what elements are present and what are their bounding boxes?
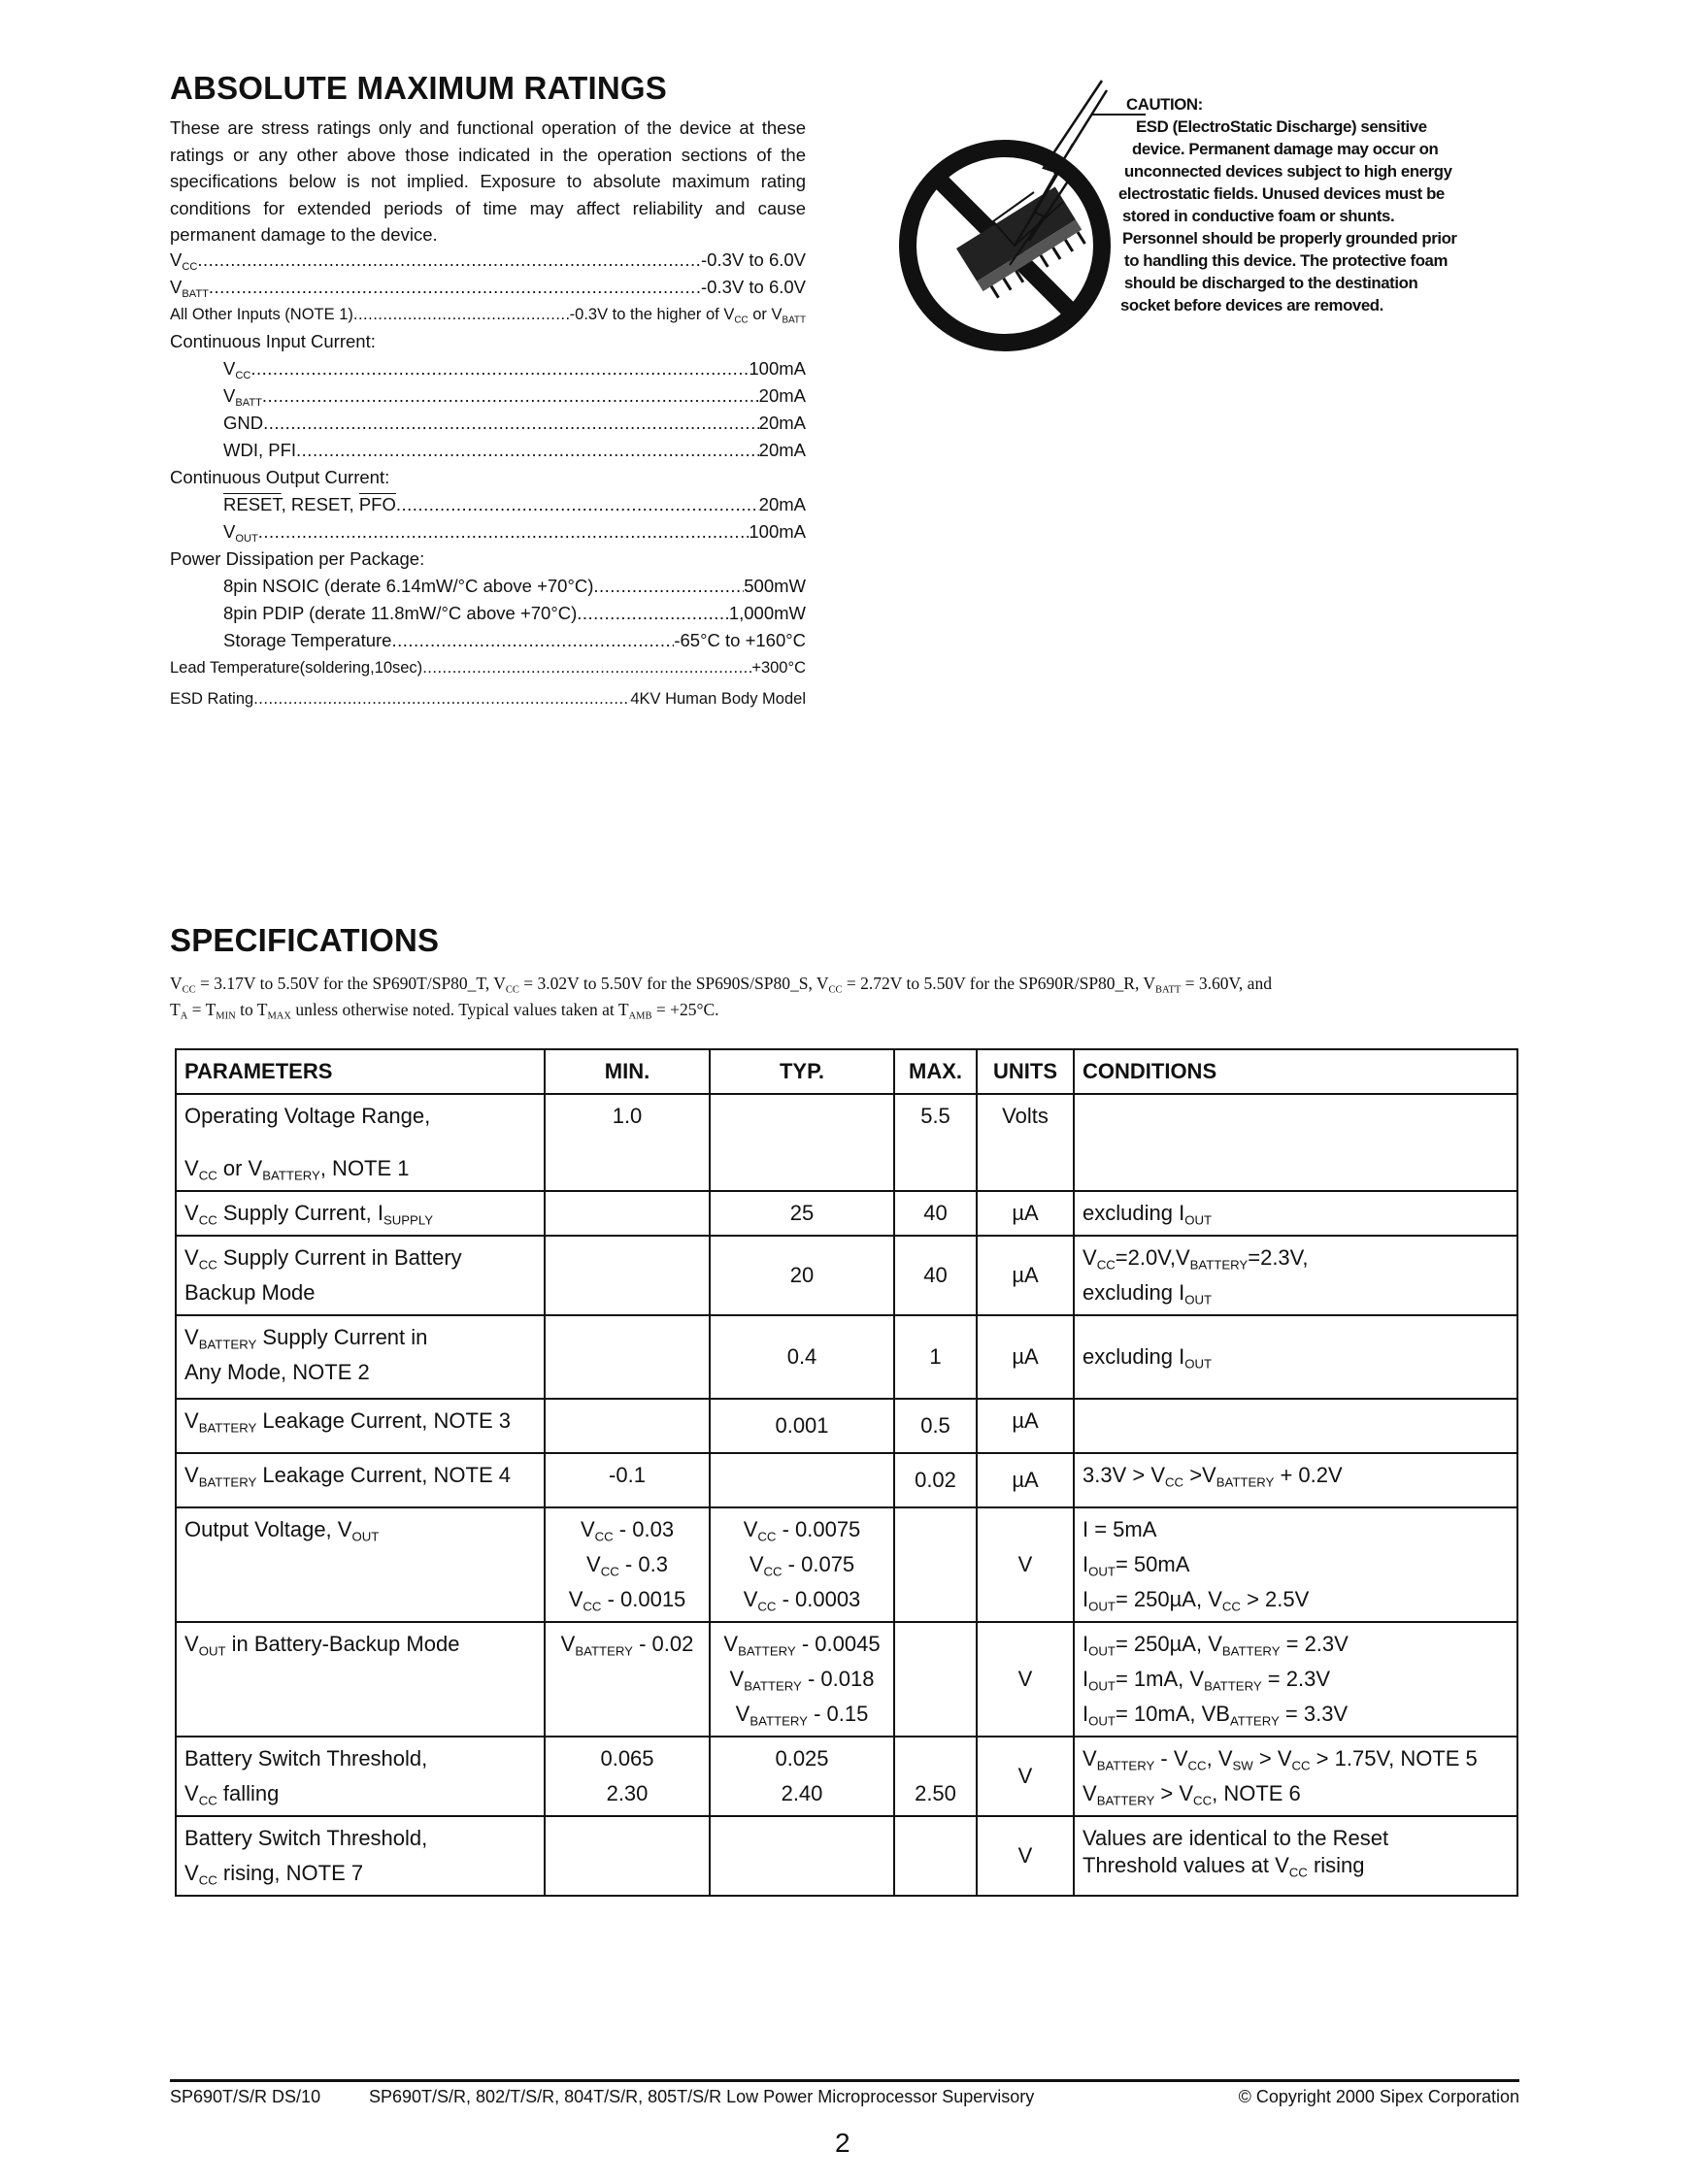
units-cell: µA	[977, 1191, 1074, 1236]
table-row	[176, 1315, 1517, 1399]
table-row	[176, 1191, 1517, 1236]
param-cell: Battery Switch Threshold, $V_{CC}$ falling	[176, 1737, 545, 1816]
table-row	[176, 1399, 1517, 1453]
col-header: PARAMETERS	[176, 1049, 545, 1094]
esd-warning-icon	[898, 76, 1160, 367]
conditions-cell: Values are identical to the Reset Threshold values at $V_{CC}$ rising	[1074, 1816, 1517, 1896]
esd-caution-text	[1118, 93, 1534, 316]
max-cell: 5.5	[894, 1094, 977, 1191]
esd-rating: ESD Rating ..... 4KV Human Body Model	[170, 685, 806, 712]
max-cell	[894, 1507, 977, 1622]
units-cell: µA	[977, 1399, 1074, 1453]
caution-line: to handling this device. The protective foam	[1124, 251, 1448, 270]
col-header: MAX.	[894, 1049, 977, 1094]
output-reset-pfo: RESET, RESET, $\overline{PFO}$ ..... 20mA	[223, 491, 806, 518]
input-vcc: $V_{CC}$ ..... 100mA	[223, 355, 806, 382]
typ-cell	[710, 1453, 894, 1507]
units-cell: µA	[977, 1315, 1074, 1399]
caution-line: socket before devices are removed.	[1120, 296, 1383, 314]
min-cell	[545, 1399, 710, 1453]
specifications-table	[175, 1048, 1518, 1897]
conditions-cell: $3.3V > V_{CC} >V_{BATTERY} + 0.2V$	[1074, 1453, 1517, 1507]
col-header: MIN.	[545, 1049, 710, 1094]
min-cell	[545, 1315, 710, 1399]
units-cell: V	[977, 1507, 1074, 1622]
min-cell	[545, 1236, 710, 1315]
table-row	[176, 1816, 1517, 1896]
caution-line: device. Permanent damage may occur on	[1132, 140, 1439, 158]
typ-cell: 0.025 2.40	[710, 1737, 894, 1816]
page-number: 2	[835, 2128, 850, 2158]
units-cell: V	[977, 1622, 1074, 1737]
amr-title: ABSOLUTE MAXIMUM RATINGS	[170, 70, 667, 106]
min-cell: $V_{CC} - 0.03$ $V_{CC} - 0.3$ $V_{CC} - 0.0015$	[545, 1507, 710, 1622]
spec-conditions: $V_{CC} = 3.17V$ to 5.50V for the SP690T/SP80_T, $V_{CC} = 3.02V$ to 5.50V for the SP690S/SP80_S, $V_{CC} = 2.72V$ to 5.50V for the SP690R/SP80_R, $V_{BATT} = 3.60V$, and $T_A = T_{MIN}$ to $T_{MAX}$ unless otherwise noted. Typical values taken at $T_{AMB} = +25^\circ C$.	[170, 974, 1272, 1022]
rating-all-other-inputs: All Other Inputs (NOTE 1) ..... -0.3V to the higher of $V_{CC}$ or $V_{BATT}$	[170, 301, 806, 328]
param-cell: $V_{CC}$ Supply Current in Battery Backup Mode	[176, 1236, 545, 1315]
max-cell: 2.50	[894, 1737, 977, 1816]
max-cell: 40	[894, 1191, 977, 1236]
units-cell: V	[977, 1816, 1074, 1896]
table-header-row	[176, 1049, 1517, 1094]
table-row	[176, 1507, 1517, 1622]
caution-line: ESD (ElectroStatic Discharge) sensitive	[1136, 117, 1427, 136]
typ-cell: 0.001	[710, 1399, 894, 1453]
typ-cell: $V_{BATTERY} - 0.0045$ $V_{BATTERY} - 0.018$ $V_{BATTERY} - 0.15$	[710, 1622, 894, 1737]
param-cell: $V_{BATTERY}$ Leakage Current, NOTE 4	[176, 1453, 545, 1507]
power-dissipation-label: Power Dissipation per Package:	[170, 548, 425, 569]
table-row	[176, 1622, 1517, 1737]
param-cell: $V_{OUT}$ in Battery-Backup Mode	[176, 1622, 545, 1737]
conditions-cell: $V_{CC}=2.0V,V_{BATTERY}=2.3V$, excluding $I_{OUT}$	[1074, 1236, 1517, 1315]
caution-line: Personnel should be properly grounded prior	[1122, 229, 1457, 248]
min-cell: 0.065 2.30	[545, 1737, 710, 1816]
param-cell: Output Voltage, $V_{OUT}$	[176, 1507, 545, 1622]
spec-title: SPECIFICATIONS	[170, 922, 440, 958]
param-cell: Battery Switch Threshold, $V_{CC}$ rising, NOTE 7	[176, 1816, 545, 1896]
units-cell: µA	[977, 1236, 1074, 1315]
conditions-cell	[1074, 1094, 1517, 1191]
typ-cell	[710, 1094, 894, 1191]
min-cell: $V_{BATTERY} - 0.02$	[545, 1622, 710, 1737]
conditions-cell: excluding $I_{OUT}$	[1074, 1315, 1517, 1399]
table-row	[176, 1236, 1517, 1315]
input-vbatt: $V_{BATT}$ ..... 20mA	[223, 382, 806, 410]
col-header: UNITS	[977, 1049, 1074, 1094]
max-cell: 1	[894, 1315, 977, 1399]
footer-doc-id: SP690T/S/R DS/10	[170, 2087, 321, 2106]
rating-vcc: $V_{CC}$ ..... -0.3V to 6.0V	[170, 247, 806, 274]
max-cell: 0.02	[894, 1453, 977, 1507]
footer-copyright: © Copyright 2000 Sipex Corporation	[1238, 2087, 1519, 2106]
max-cell: 0.5	[894, 1399, 977, 1453]
typ-cell: 25	[710, 1191, 894, 1236]
output-vout: $V_{OUT}$ ..... 100mA	[223, 518, 806, 546]
param-cell: Operating Voltage Range, $V_{CC}$ or $V_{BATTERY}$, NOTE 1	[176, 1094, 545, 1191]
caution-line: electrostatic fields. Unused devices must be	[1118, 184, 1445, 203]
storage-temperature: Storage Temperature ..... -65°C to +160°C	[223, 627, 806, 654]
units-cell: Volts	[977, 1094, 1074, 1191]
typ-cell: $V_{CC} - 0.0075$ $V_{CC} - 0.075$ $V_{CC} - 0.0003$	[710, 1507, 894, 1622]
param-cell: $V_{CC}$ Supply Current, $I_{SUPPLY}$	[176, 1191, 545, 1236]
typ-cell: 20	[710, 1236, 894, 1315]
amr-intro: These are stress ratings only and functional operation of the device at these ratings or any other above those indicated in the operation sections of the specifications below is not implied. Exposure to absolute maximum rating conditions for extended periods of time may affect reliability and cause permanent damage to the device.	[170, 117, 806, 245]
min-cell: 1.0	[545, 1094, 710, 1191]
min-cell	[545, 1816, 710, 1896]
typ-cell: 0.4	[710, 1315, 894, 1399]
table-row	[176, 1094, 1517, 1191]
col-header: CONDITIONS	[1074, 1049, 1517, 1094]
conditions-cell: $V_{BATTERY} - V_{CC}$, $V_{SW} > V_{CC} > 1.75V$, NOTE 5 $V_{BATTERY} > V_{CC}$, NOTE 6	[1074, 1737, 1517, 1816]
input-gnd: GND ..... 20mA	[223, 410, 806, 437]
footer-product-title: SP690T/S/R, 802/T/S/R, 804T/S/R, 805T/S/R Low Power Microprocessor Supervisory	[369, 2087, 1035, 2106]
caution-line: CAUTION:	[1126, 95, 1203, 114]
max-cell	[894, 1622, 977, 1737]
conditions-cell: excluding $I_{OUT}$	[1074, 1191, 1517, 1236]
conditions-cell: $I_{OUT}= 250\mu A$, $V_{BATTERY} = 2.3V$ $I_{OUT}= 1mA$, $V_{BATTERY} = 2.3V$ $I_{OUT}= 10mA$, $VB_{ATTERY} = 3.3V$	[1074, 1622, 1517, 1737]
input-wdi-pfi: WDI, PFI ..... 20mA	[223, 437, 806, 464]
lead-temperature: Lead Temperature(soldering,10sec) ..... +300°C	[170, 654, 806, 681]
caution-line: stored in conductive foam or shunts.	[1122, 207, 1395, 225]
table-row	[176, 1453, 1517, 1507]
cont-output-label: Continuous Output Current:	[170, 467, 390, 487]
units-cell: V	[977, 1737, 1074, 1816]
footer-rule	[170, 2079, 1519, 2082]
caution-line: unconnected devices subject to high energy	[1124, 162, 1452, 181]
param-cell: $V_{BATTERY}$ Leakage Current, NOTE 3	[176, 1399, 545, 1453]
caution-line: should be discharged to the destination	[1124, 274, 1418, 292]
min-cell: -0.1	[545, 1453, 710, 1507]
table-row	[176, 1737, 1517, 1816]
min-cell	[545, 1191, 710, 1236]
max-cell: 40	[894, 1236, 977, 1315]
units-cell: µA	[977, 1453, 1074, 1507]
conditions-cell: I = 5mA $I_{OUT}= 50mA$ $I_{OUT}= 250\mu A$, $V_{CC} > 2.5V$	[1074, 1507, 1517, 1622]
col-header: TYP.	[710, 1049, 894, 1094]
cont-input-label: Continuous Input Current:	[170, 331, 376, 351]
rating-vbatt: $V_{BATT}$ ..... -0.3V to 6.0V	[170, 274, 806, 301]
conditions-cell	[1074, 1399, 1517, 1453]
pd-nsoic: 8pin NSOIC (derate 6.14mW/°C above +70°C) ..... 500mW	[223, 573, 806, 600]
param-cell: $V_{BATTERY}$ Supply Current in Any Mode, NOTE 2	[176, 1315, 545, 1399]
typ-cell	[710, 1816, 894, 1896]
max-cell	[894, 1816, 977, 1896]
pd-pdip: 8pin PDIP (derate 11.8mW/°C above +70°C) ..... 1,000mW	[223, 600, 806, 627]
